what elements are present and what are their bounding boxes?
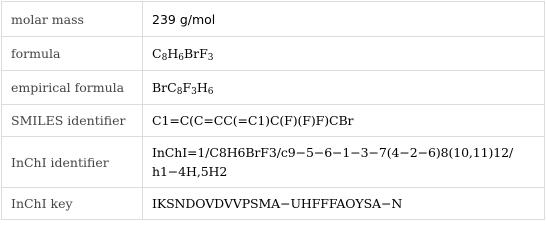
formula-part: H: [196, 80, 208, 95]
formula-subscript: 6: [207, 87, 214, 97]
formula-part: BrC: [152, 80, 177, 95]
formula-part: H: [167, 46, 179, 61]
table-row: [2, 71, 545, 105]
table-row: [2, 2, 545, 37]
row-label-molar-mass: molar mass: [2, 2, 143, 37]
formula-subscript: 8: [176, 87, 183, 97]
smiles-value: C1=C(C=CC(=C1)C(F)(F)F)CBr: [143, 105, 545, 137]
properties-table: [1, 1, 545, 220]
formula-subscript: 6: [178, 53, 184, 63]
table-row: [2, 137, 545, 188]
inchi-key-value: IKSNDOVDVVPSMA−UHFFFAOYSA−N: [143, 188, 545, 220]
table-row: [2, 188, 545, 220]
row-label-inchi-key: InChI key: [2, 188, 143, 220]
formula-subscript: 3: [207, 53, 214, 63]
inchi-value: [143, 137, 545, 188]
empirical-formula-value: [143, 71, 545, 105]
row-label-empirical-formula: empirical formula: [2, 71, 143, 105]
row-label-inchi: InChI identifier: [2, 137, 143, 188]
table-row: [2, 105, 545, 137]
row-label-smiles: SMILES identifier: [2, 105, 143, 137]
formula-subscript: 8: [161, 53, 168, 63]
formula-value: [143, 37, 545, 71]
formula-subscript: 3: [191, 87, 197, 97]
formula-part: F: [182, 80, 192, 95]
row-label-formula: formula: [2, 37, 143, 71]
inchi-line-1: InChI=1/C8H6BrF3/c9−5−6−1−3−7(4−2−6)8(10,11)12/: [152, 145, 514, 160]
inchi-line-2: h1−4H,5H2: [152, 164, 228, 179]
formula-part: BrF: [183, 46, 208, 61]
formula-part: C: [152, 46, 162, 61]
table-row: [2, 37, 545, 71]
molar-mass-value: 239 g/mol: [143, 2, 545, 37]
